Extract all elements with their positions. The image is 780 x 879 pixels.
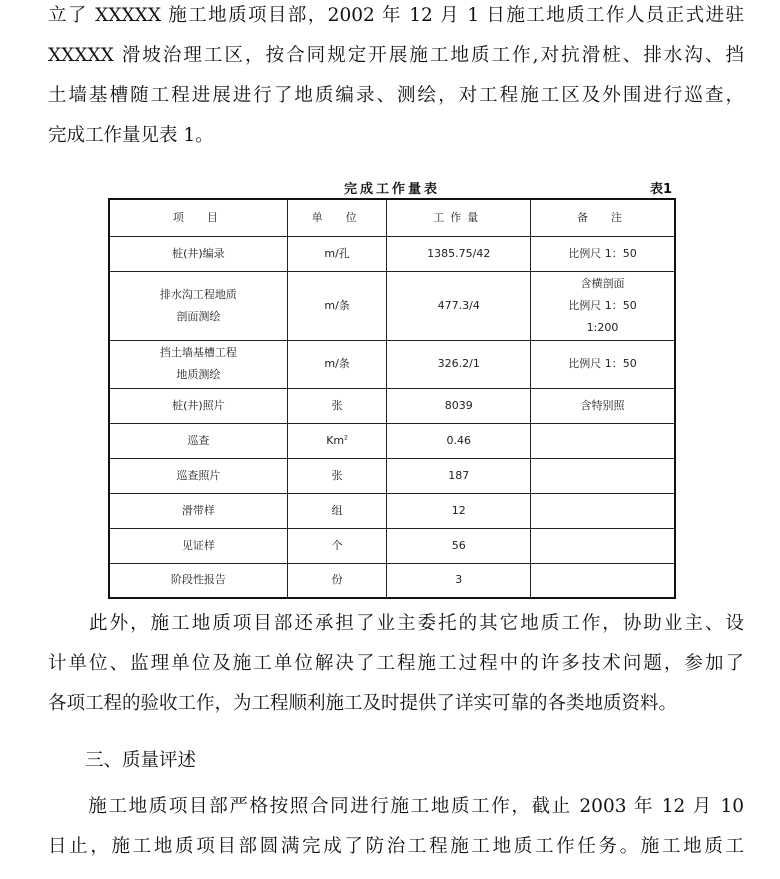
- cell-unit-text: 组: [331, 503, 343, 517]
- quality-paragraph: [48, 787, 744, 867]
- cell-item-line: 巡查: [187, 433, 210, 447]
- cell-item-line: 见证样: [181, 538, 215, 552]
- cell-unit: [287, 493, 387, 528]
- cell-item: [109, 388, 287, 423]
- cell-unit-text: m/条: [324, 298, 350, 312]
- table-row: [109, 493, 675, 528]
- paragraph-line: 此外，施工地质项目部还承担了业主委托的其它地质工作，协助业主、设: [48, 613, 744, 634]
- paragraph-line: 日止，施工地质项目部圆满完成了防治工程施工地质工作任务。施工地质工: [48, 836, 744, 857]
- cell-amount: 326.2/1: [387, 340, 531, 388]
- cell-amount: 12: [387, 493, 531, 528]
- header-unit: 单 位: [287, 199, 387, 236]
- intro-paragraph: [48, 0, 744, 156]
- table-number: 表1: [649, 182, 672, 197]
- followup-paragraph: [48, 604, 744, 724]
- cell-unit-text: m/孔: [324, 246, 350, 260]
- paragraph-line: 土墙基槽随工程进展进行了地质编录、测绘，对工程施工区及外围进行巡查，: [48, 85, 744, 106]
- cell-unit-superscript: 2: [344, 433, 348, 441]
- cell-note: [531, 563, 675, 598]
- table-row: [109, 236, 675, 271]
- table-row: [109, 388, 675, 423]
- cell-amount: 3: [387, 563, 531, 598]
- cell-unit: [287, 271, 387, 340]
- table-caption: [108, 175, 676, 197]
- cell-note-line: 含特别照: [580, 398, 625, 412]
- cell-item: [109, 423, 287, 458]
- paragraph-line: 施工地质项目部严格按照合同进行施工地质工作，截止 2003 年 12 月 10: [48, 796, 744, 817]
- cell-note-line: 比例尺 1：50: [568, 298, 637, 312]
- cell-unit-text: m/条: [324, 357, 350, 370]
- cell-item: [109, 528, 287, 563]
- cell-amount: 187: [387, 458, 531, 493]
- header-amount: 工作量: [387, 199, 531, 236]
- table-row: [109, 423, 675, 458]
- paragraph-line: XXXXX 滑坡治理工区，按合同规定开展施工地质工作,对抗滑桩、排水沟、挡: [48, 45, 744, 66]
- table-row: [109, 271, 675, 340]
- cell-unit-text: 份: [331, 573, 343, 587]
- cell-amount: 1385.75/42: [387, 236, 531, 271]
- cell-amount: 477.3/4: [387, 271, 531, 340]
- cell-amount: 8039: [387, 388, 531, 423]
- cell-unit: [287, 458, 387, 493]
- cell-note: [531, 458, 675, 493]
- header-note: 备 注: [531, 199, 675, 236]
- cell-unit: [287, 423, 387, 458]
- section-heading-text: 三、质量评述: [48, 750, 197, 771]
- cell-unit: [287, 563, 387, 598]
- cell-unit-text: 张: [331, 398, 343, 412]
- cell-item: [109, 493, 287, 528]
- cell-note: [531, 340, 675, 388]
- paragraph-line: 完成工作量见表 1。: [48, 125, 214, 146]
- table-row: [109, 458, 675, 493]
- cell-unit: [287, 236, 387, 271]
- cell-item-line: 阶段性报告: [170, 573, 226, 587]
- cell-note: [531, 528, 675, 563]
- cell-item: [109, 236, 287, 271]
- workload-table: [108, 198, 676, 599]
- cell-item-line: 巡查照片: [176, 468, 221, 482]
- cell-amount: 0.46: [387, 423, 531, 458]
- cell-note-line: 比例尺 1：50: [568, 357, 637, 370]
- cell-note: [531, 236, 675, 271]
- cell-item-line: 剖面测绘: [176, 309, 221, 323]
- cell-note-line: 比例尺 1：50: [568, 246, 637, 260]
- cell-item-line: 桩(井)编录: [172, 246, 225, 260]
- cell-item: [109, 563, 287, 598]
- table-header-row: [109, 199, 675, 236]
- paragraph-line: 计单位、监理单位及施工单位解决了工程施工过程中的许多技术问题，参加了: [48, 653, 744, 674]
- table-row: [109, 563, 675, 598]
- cell-item-line: 桩(井)照片: [172, 398, 225, 412]
- header-item: 项 目: [109, 199, 287, 236]
- table-row: [109, 340, 675, 388]
- section-heading: [48, 741, 744, 781]
- cell-unit-text: 张: [331, 468, 343, 482]
- cell-item-line: 滑带样: [181, 503, 215, 517]
- cell-item: [109, 271, 287, 340]
- cell-item-line: 地质测绘: [176, 368, 221, 381]
- cell-note-line: 含横剖面: [580, 276, 625, 290]
- cell-note-line: 1:200: [586, 320, 619, 334]
- cell-item-line: 排水沟工程地质: [159, 287, 237, 301]
- cell-unit: [287, 528, 387, 563]
- cell-unit-text: 个: [331, 538, 343, 552]
- cell-item: [109, 340, 287, 388]
- cell-amount: 56: [387, 528, 531, 563]
- cell-unit: [287, 340, 387, 388]
- table-row: [109, 528, 675, 563]
- cell-note: [531, 423, 675, 458]
- cell-item-line: 挡土墙基槽工程: [159, 346, 237, 359]
- cell-note: [531, 271, 675, 340]
- paragraph-line: 各项工程的验收工作，为工程顺利施工及时提供了详实可靠的各类地质资料。: [48, 693, 678, 714]
- cell-unit: [287, 388, 387, 423]
- cell-note: [531, 493, 675, 528]
- cell-unit-text: Km: [326, 433, 345, 447]
- cell-note: [531, 388, 675, 423]
- cell-item: [109, 458, 287, 493]
- table-title: 完成工作量表: [343, 182, 440, 197]
- paragraph-line: 立了 XXXXX 施工地质项目部，2002 年 12 月 1 日施工地质工作人员正式进驻: [48, 5, 744, 26]
